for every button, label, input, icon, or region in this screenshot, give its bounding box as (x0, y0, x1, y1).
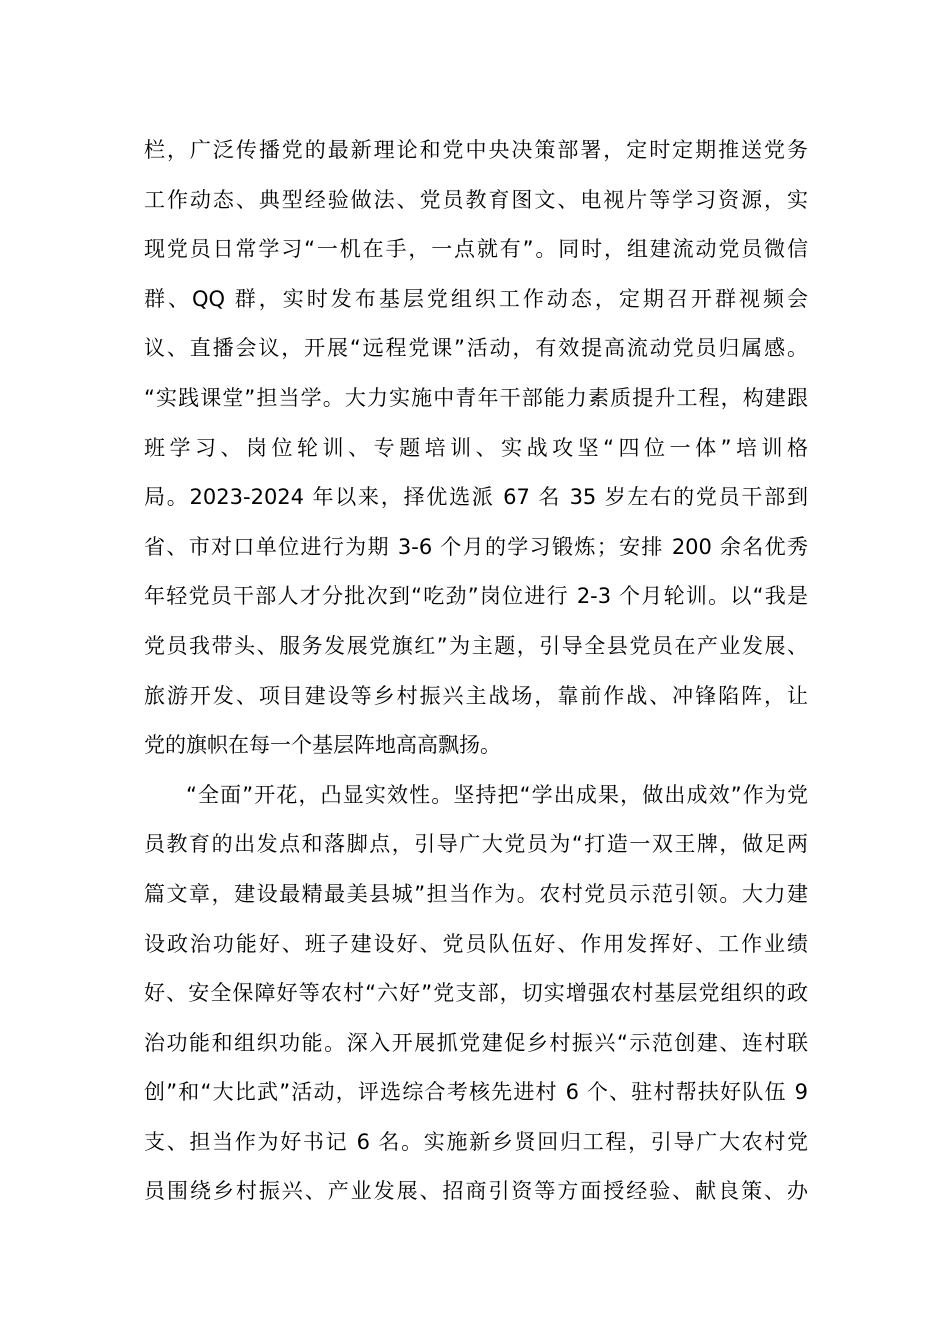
text-line: 治功能和组织功能。深入开展抓党建促乡村振兴“示范创建、连村联 (144, 1030, 808, 1055)
paragraph-comprehensive-blossom (144, 771, 808, 1217)
text-line: 局。2023-2024 年以来，择优选派 67 名 35 岁左右的党员干部到 (144, 485, 808, 510)
text-line: 年轻党员干部人才分批次到“吃劲”岗位进行 2-3 个月轮训。以“我是 (144, 584, 808, 609)
text-line: 栏，广泛传播党的最新理论和党中央决策部署，定时定期推送党务 (144, 138, 808, 162)
body-text (144, 126, 808, 1217)
text-line: 党员我带头、服务发展党旗红”为主题，引导全县党员在产业发展、 (144, 633, 808, 658)
text-line: 群、QQ 群，实时发布基层党组织工作动态，定期召开群视频会 (144, 286, 808, 311)
text-line: “实践课堂”担当学。大力实施中青年干部能力素质提升工程，构建跟 (144, 385, 808, 410)
text-line: 员教育的出发点和落脚点，引导广大党员为“打造一双王牌，做足两 (144, 832, 808, 857)
text-line: 员围绕乡村振兴、产业发展、招商引资等方面授经验、献良策、办 (144, 1179, 808, 1204)
text-line-indented: “全面”开花，凸显实效性。坚持把“学出成果，做出成效”作为党 (186, 782, 808, 807)
text-line: 班学习、岗位轮训、专题培训、实战攻坚“四位一体”培训格 (144, 435, 808, 460)
text-line: 好、安全保障好等农村“六好”党支部，切实增强农村基层党组织的政 (144, 981, 808, 1006)
paragraph-practice-classroom (144, 126, 808, 771)
text-line: 议、直播会议，开展“远程党课”活动，有效提高流动党员归属感。 (144, 336, 808, 361)
text-line: 旅游开发、项目建设等乡村振兴主战场，靠前作战、冲锋陷阵，让 (144, 683, 808, 708)
text-line: 支、担当作为好书记 6 名。实施新乡贤回归工程，引导广大农村党 (144, 1129, 808, 1154)
text-line: 篇文章，建设最精最美县城”担当作为。农村党员示范引领。大力建 (144, 881, 808, 906)
text-line: 党的旗帜在每一个基层阵地高高飘扬。 (144, 733, 501, 758)
text-line: 现党员日常学习“一机在手，一点就有”。同时，组建流动党员微信 (144, 237, 808, 262)
text-line: 省、市对口单位进行为期 3-6 个月的学习锻炼；安排 200 余名优秀 (144, 534, 808, 559)
text-line: 设政治功能好、班子建设好、党员队伍好、作用发挥好、工作业绩 (144, 931, 808, 956)
text-line: 工作动态、典型经验做法、党员教育图文、电视片等学习资源，实 (144, 187, 808, 212)
text-line: 创”和“大比武”活动，评选综合考核先进村 6 个、驻村帮扶好队伍 9 (144, 1080, 808, 1105)
